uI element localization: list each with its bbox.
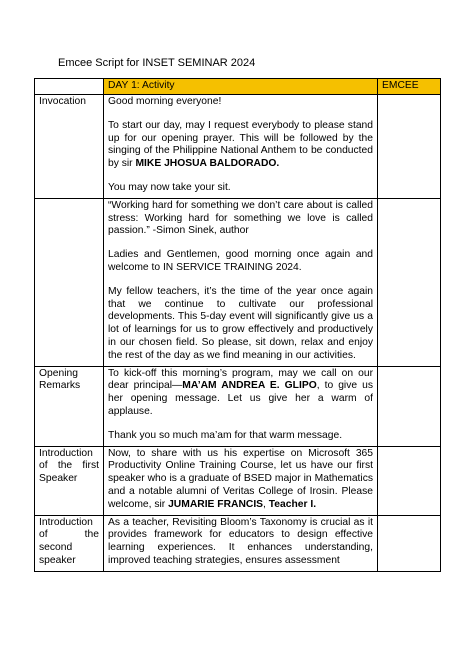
bold-name: MIKE JHOSUA BALDORADO. — [135, 158, 280, 170]
activity-cell — [104, 515, 378, 571]
row-label: Opening Remarks — [35, 366, 104, 446]
emcee-cell — [378, 95, 441, 199]
emcee-cell — [378, 446, 441, 515]
header-cell-empty — [35, 79, 104, 95]
row-label — [35, 198, 104, 366]
paragraph: Good morning everyone! — [108, 96, 222, 107]
emcee-cell — [378, 366, 441, 446]
table-row-welcome — [35, 198, 441, 366]
text-run: To start our day, may I request everybody to please stand up for our opening prayer. This will be followed by the singing of the Philippine National Anthem to be conducted by sir — [108, 119, 373, 170]
table-header-row — [35, 79, 441, 95]
header-cell-emcee: EMCEE — [378, 79, 441, 95]
row-label: Introduction of the first Speaker — [35, 446, 104, 515]
paragraph: Thank you so much ma’am for that warm message. — [108, 429, 343, 441]
table-row-second-speaker — [35, 515, 441, 571]
header-cell-activity: DAY 1: Activity — [104, 79, 378, 95]
bold-title: Teacher I. — [268, 498, 317, 510]
table-row-invocation — [35, 95, 441, 199]
row-label: Introduction of the second speaker — [35, 515, 104, 571]
table-row-first-speaker — [35, 446, 441, 515]
table-row-opening-remarks — [35, 366, 441, 446]
paragraph — [108, 368, 373, 419]
emcee-cell — [378, 515, 441, 571]
paragraph — [108, 120, 373, 171]
paragraph: My fellow teachers, it’s the time of the year once again that we continue to cultivate our professional developments. This 5-day event will significantly give us a lot of learnings for us to grow effectively and productively in our chosen field. So please, sit down, relax and enjoy the rest of the day as we find meaning in our activities. — [108, 285, 373, 361]
quote-paragraph: “Working hard for something we don’t care about is called stress: Working hard for something we love is called passion.” -Simon Sinek, author — [108, 199, 373, 237]
text-run: Now, to share with us his expertise on Microsoft 365 Productivity Online Training Course, let us have our first speaker who is a graduate of BSED major in Mathematics and a notable alumni of Veritas College of Irosin. Please welcome, sir — [108, 447, 373, 510]
paragraph — [108, 448, 373, 512]
text-run: , to give us her opening message. Let us give her a warm of applause. — [108, 380, 373, 417]
bold-name: MA’AM ANDREA E. GLIPO — [182, 380, 317, 392]
document-title: Emcee Script for INSET SEMINAR 2024 — [58, 57, 256, 69]
activity-cell — [104, 95, 378, 199]
emcee-script-table — [34, 78, 441, 572]
text-run: To kick-off this morning’s program, may we call on our dear principal— — [108, 367, 373, 392]
text-run: , — [263, 498, 269, 510]
activity-cell — [104, 446, 378, 515]
paragraph: Ladies and Gentlemen, good morning once again and welcome to IN SERVICE TRAINING 2024. — [108, 249, 373, 273]
paragraph: You may now take your sit. — [108, 181, 231, 193]
paragraph: As a teacher, Revisiting Bloom’s Taxonomy is crucial as it provides framework for educators to design effective learning experiences. It enhances understanding, improved teaching strategies, ensures assessment — [108, 516, 373, 566]
emcee-cell — [378, 198, 441, 366]
bold-name: JUMARIE FRANCIS — [168, 498, 264, 510]
activity-cell — [104, 198, 378, 366]
activity-cell — [104, 366, 378, 446]
row-label: Invocation — [35, 95, 104, 199]
